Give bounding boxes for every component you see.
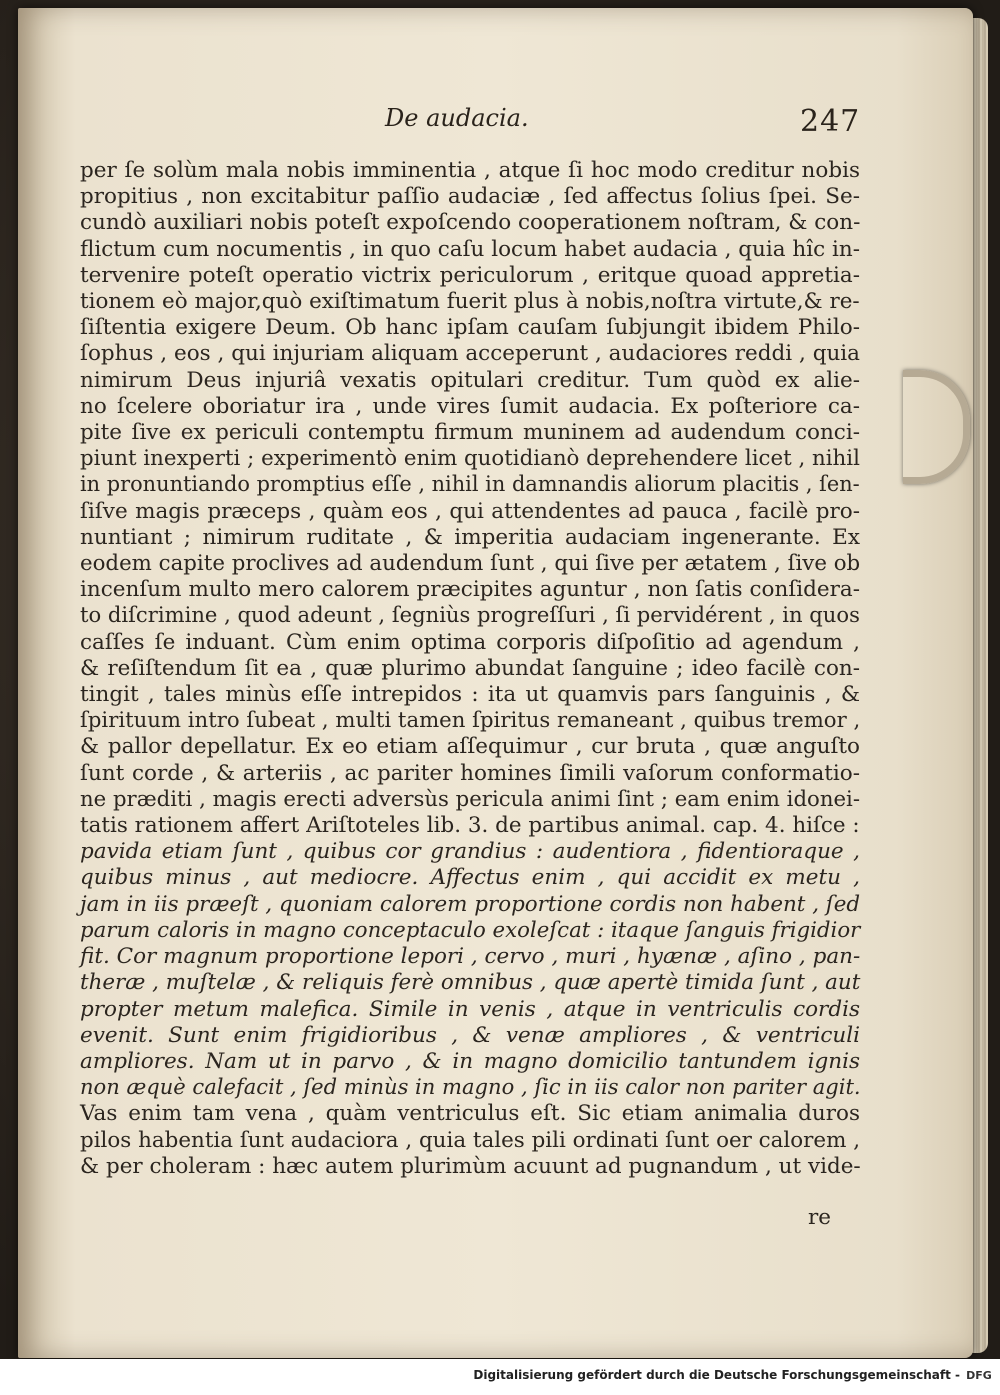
- text-line: ampliores. Nam ut in parvo , & in magno domicilio tantundem ignis: [80, 1048, 860, 1074]
- text-line: quibus minus , aut mediocre. Affectus enim , qui accidit ex metu ,: [80, 865, 860, 891]
- text-line: nuntiant ; nimirum ruditate , & imperitia audaciam ingenerante. Ex: [80, 524, 860, 550]
- text-line: & per choleram : hæc autem plurimùm acuunt ad pugnandum , ut vide-: [80, 1153, 861, 1179]
- text-line: ſpirituum intro ſubeat , multi tamen ſpiritus remaneant , quibus tremor ,: [80, 708, 861, 734]
- text-line: ſiſve magis præceps , quàm eos , qui attendentes ad pauca , facilè pro-: [80, 498, 860, 524]
- footer-bar: [0, 1359, 1000, 1395]
- text-line: in pronuntiando promptius eſſe , nihil in damnandis aliorum placitis , ſen-: [80, 472, 860, 498]
- text-line: ſunt corde , & arteriis , ac pariter homines ſimili vaſorum conformatio-: [80, 760, 860, 786]
- text-line: piunt inexperti ; experimentò enim quotidianò deprehendere licet , nihil: [80, 446, 860, 472]
- text-line: pilos habentia ſunt audaciora , quia tales pili ordinati ſunt oer calorem ,: [80, 1127, 861, 1153]
- text-line: theræ , muſtelæ , & reliquis ferè omnibus , quæ apertè timida ſunt , aut: [80, 970, 861, 996]
- text-line: flictum cum nocumentis , in quo caſu locum habet audacia , quia hîc in-: [80, 236, 860, 262]
- catchword: re: [808, 1205, 832, 1230]
- dfg-logo: DFG: [966, 1369, 992, 1382]
- text-line: per ſe solùm mala nobis imminentia , atque ſi hoc modo creditur nobis: [80, 158, 860, 183]
- text-line: tionem eò major,quò exiſtimatum fuerit plus à nobis,noſtra virtute,& re-: [80, 289, 860, 315]
- text-line: & pallor depellatur. Ex eo etiam aſſequimur , cur bruta , quæ anguſto: [80, 734, 860, 760]
- text-line: ne præditi , magis erecti adversùs pericula animi ſint ; eam enim idonei-: [80, 786, 861, 812]
- text-line: to diſcrimine , quod adeunt , ſegniùs progreſſuri , ſi pervidérent , in quos: [80, 603, 860, 629]
- footer-credit: Digitalisierung gefördert durch die Deutsche Forschungsgemeinschaft -: [473, 1368, 960, 1382]
- text-line: pavida etiam ſunt , quibus cor grandius : audentiora , fidentioraque ,: [80, 839, 860, 865]
- text-line: propitius , non excitabitur paſſio audaciæ , ſed affectus ſolius ſpei. Se-: [80, 184, 860, 210]
- text-line: eodem capite proclives ad audendum ſunt , qui ſive per ætatem , ſive ob: [80, 551, 861, 577]
- body-text: [80, 158, 860, 1180]
- text-line: tingit , tales minùs eſſe intrepidos : ita ut quamvis pars ſanguinis , &: [80, 682, 860, 708]
- text-line: propter metum malefica. Simile in venis , atque in ventriculis cordis: [80, 996, 860, 1022]
- text-line: cundò auxiliari nobis poteſt expoſcendo cooperationem noſtram, & con-: [80, 210, 861, 236]
- page-number: 247: [800, 104, 861, 139]
- text-line: tatis rationem affert Ariſtoteles lib. 3. de partibus animal. cap. 4. hiſce :: [80, 813, 860, 839]
- text-line: jam in iis præeſt , quoniam calorem proportione cordis non habent , ſed: [80, 891, 861, 917]
- text-line: parum caloris in magno conceptaculo exoleſcat : itaque ſanguis frigidior: [80, 917, 861, 943]
- text-line: incenſum multo mero calorem præcipites aguntur , non ſatis conſidera-: [80, 577, 860, 603]
- text-line: non æquè calefacit , ſed minùs in magno , ſic in iis calor non pariter agit.: [80, 1075, 861, 1101]
- text-line: nimirum Deus injuriâ vexatis opitulari creditur. Tum quòd ex alie-: [80, 367, 860, 393]
- text-line: & reſiſtendum ſit ea , quæ plurimo abundat ſanguine ; ideo facilè con-: [80, 655, 860, 681]
- text-line: pite ſive ex periculi contemptu firmum muninem ad audendum conci-: [80, 420, 860, 446]
- text-line: fit. Cor magnum proportione lepori , cervo , muri , hyænæ , aſino , pan-: [80, 944, 861, 970]
- text-line: no ſcelere oboriatur ira , unde vires ſumit audacia. Ex poſteriore ca-: [80, 393, 860, 419]
- text-line: Vas enim tam vena , quàm ventriculus eſt. Sic etiam animalia duros: [80, 1101, 860, 1127]
- text-line: tervenire poteſt operatio victrix periculorum , eritque quoad appretia-: [80, 262, 860, 288]
- running-title: De audacia.: [385, 104, 529, 132]
- text-line: caſſes ſe induant. Cùm enim optima corporis diſpoſitio ad agendum ,: [80, 629, 860, 655]
- text-line: ſophus , eos , qui injuriam aliquam acceperunt , audaciores reddi , quia: [80, 341, 860, 367]
- text-line: evenit. Sunt enim frigidioribus , & venæ ampliores , & ventriculi: [80, 1022, 860, 1048]
- text-line: ſiſtentia exigere Deum. Ob hanc ipſam cauſam ſubjungit ibidem Philo-: [80, 315, 860, 341]
